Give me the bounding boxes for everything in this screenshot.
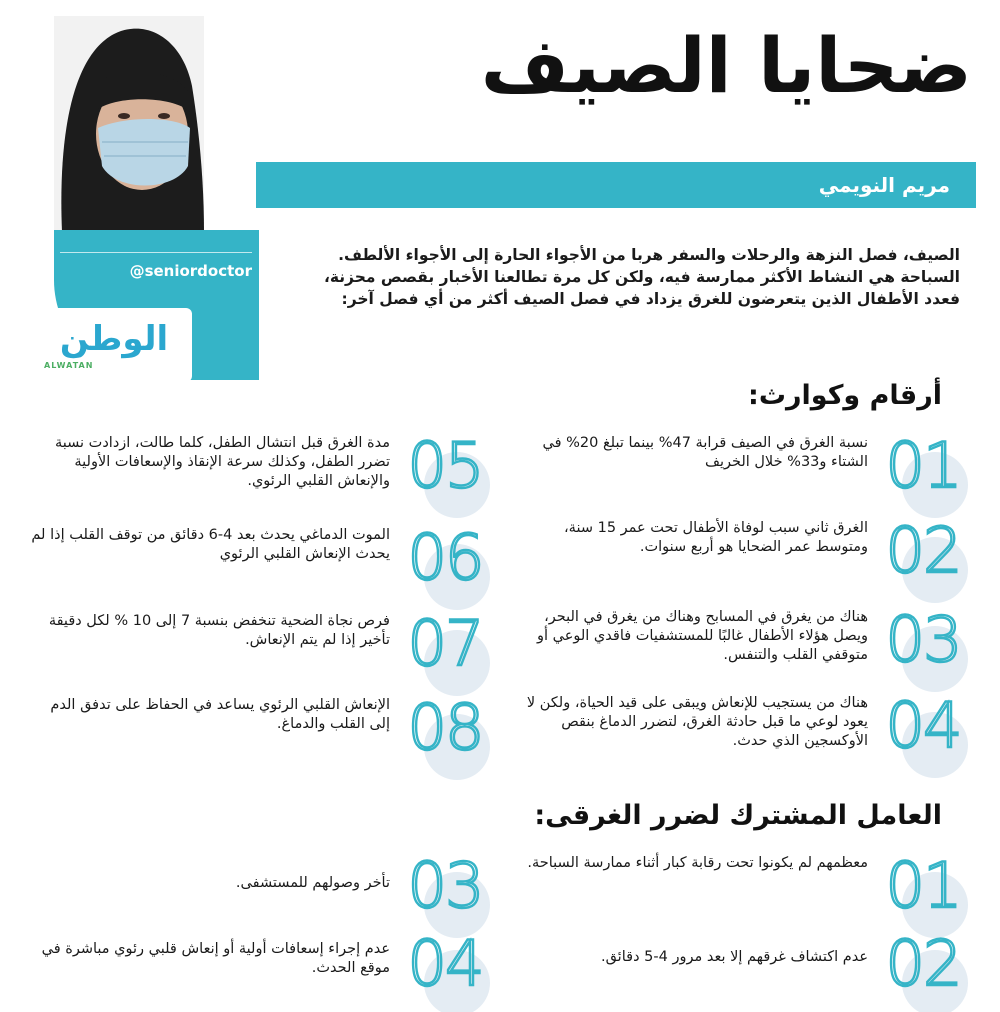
section-title-stats: أرقام وكوارث: (748, 380, 942, 411)
item-number: 07 (407, 607, 483, 680)
item-text: الإنعاش القلبي الرئوي يساعد في الحفاظ على تدفق الدم إلى القلب والدماغ. (50, 697, 390, 732)
alwatan-logo-sub: ALWATAN (44, 361, 94, 370)
intro-line: فعدد الأطفال الذين يتعرضون للغرق يزداد في فصل الصيف أكثر من أي فصل آخر: (341, 290, 960, 308)
item-text: تأخر وصولهم للمستشفى. (235, 875, 390, 891)
item-text: عدم اكتشاف غرقهم إلا بعد مرور 4-5 دقائق. (600, 949, 868, 965)
section-title-common-factor: العامل المشترك لضرر الغرقى: (534, 800, 942, 831)
item-text: نسبة الغرق في الصيف قرابة 47% بينما تبلغ 20% في الشتاء و33% خلال الخريف (542, 435, 868, 470)
item-text: مدة الغرق قبل انتشال الطفل، كلما طالت، ازدادت نسبة تضرر الطفل، وكذلك سرعة الإنقاذ والإسعافات الأولية والإنعاش القلبي الرئوي. (54, 435, 390, 489)
alwatan-logo: الوطن (59, 319, 169, 359)
item-text: معظمهم لم يكونوا تحت رقابة كبار أثناء ممارسة السباحة. (527, 855, 868, 871)
item-number: 05 (407, 429, 483, 502)
item-number: 01 (885, 849, 961, 922)
stat-item (22, 430, 492, 512)
stat-item (500, 690, 970, 772)
item-text: الغرق ثاني سبب لوفاة الأطفال تحت عمر 15 سنة، ومتوسط عمر الضحايا هو أربع سنوات. (564, 520, 868, 555)
item-number: 08 (407, 691, 483, 764)
item-number: 02 (885, 927, 961, 1000)
item-number: 03 (407, 849, 483, 922)
item-number: 04 (407, 927, 483, 1000)
author-handle: @seniordoctor (129, 262, 252, 280)
author-photo (54, 16, 204, 232)
panel-divider (60, 252, 252, 253)
factor-item (22, 928, 492, 1010)
item-number: 01 (885, 429, 961, 502)
item-number: 06 (407, 521, 483, 594)
item-number: 02 (885, 514, 961, 587)
intro-paragraph (290, 244, 960, 310)
item-number: 03 (885, 603, 961, 676)
stat-item (500, 430, 970, 512)
factor-item (500, 850, 970, 932)
item-text: فرص نجاة الضحية تنخفض بنسبة 7 إلى 10 % لكل دقيقة تأخير إذا لم يتم الإنعاش. (48, 613, 390, 648)
page-title: ضحايا الصيف (480, 21, 972, 110)
author-name-bar (256, 162, 976, 208)
stat-item (500, 604, 970, 686)
item-text: هناك من يغرق في المسابح وهناك من يغرق في البحر، ويصل هؤلاء الأطفال غالبًا للمستشفيات فاقدي الوعي أو متوقفي القلب والتنفس. (537, 609, 868, 663)
stat-item (22, 522, 492, 604)
item-number: 04 (885, 689, 961, 762)
author-name: مريم النويمي (818, 173, 950, 197)
item-text: عدم إجراء إسعافات أولية أو إنعاش قلبي رئوي مباشرة في موقع الحدث. (41, 941, 390, 976)
factor-item (22, 850, 492, 932)
intro-line: السباحة هي النشاط الأكثر ممارسة فيه، ولكن كل مرة تطالعنا الأخبار بقصص محزنة، (323, 268, 960, 286)
stat-item (22, 608, 492, 690)
item-text: هناك من يستجيب للإنعاش ويبقى على قيد الحياة، ولكن لا يعود لوعي ما قبل حادثة الغرق، لتضرر الدماغ بنقص الأوكسجين الذي حدث. (526, 695, 868, 749)
stat-item (22, 692, 492, 774)
intro-line: الصيف، فصل النزهة والرحلات والسفر هربا من الأجواء الحارة إلى الأجواء الألطف. (338, 246, 960, 264)
factor-item (500, 928, 970, 1010)
item-text: الموت الدماغي يحدث بعد 4-6 دقائق من توقف القلب إذا لم يحدث الإنعاش القلبي الرئوي (31, 527, 390, 562)
stat-item (500, 515, 970, 597)
